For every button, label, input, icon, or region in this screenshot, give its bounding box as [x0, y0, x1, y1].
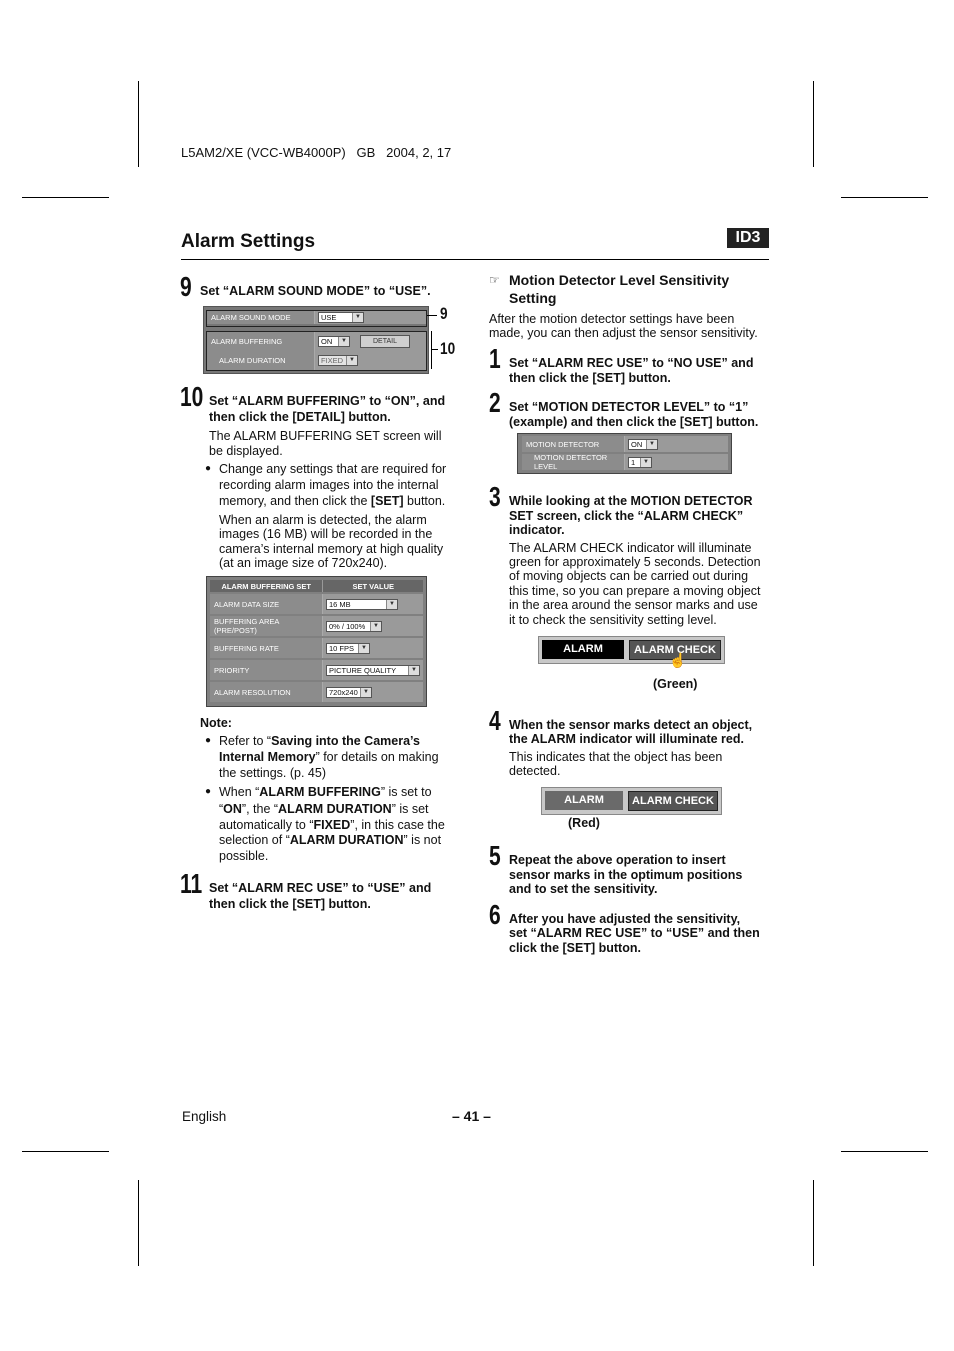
- row-label: ALARM DATA SIZE: [210, 594, 323, 614]
- step-number-9: 9: [180, 271, 192, 302]
- footer-language: English: [182, 1109, 227, 1124]
- step-11-text-line1: Set “ALARM REC USE” to “USE” and: [209, 881, 432, 895]
- alarm-indicator: ALARM: [542, 640, 624, 659]
- row-value-cell: [315, 332, 426, 351]
- step-5-text-line1: Repeat the above operation to insert: [509, 853, 726, 867]
- step-10-body: be displayed.: [209, 444, 283, 458]
- step-1-text-line1: Set “ALARM REC USE” to “NO USE” and: [509, 356, 754, 370]
- row-label: ALARM RESOLUTION: [210, 682, 323, 702]
- step-3-body: of moving objects can be carried out during: [509, 569, 749, 583]
- crop-mark: [841, 1151, 928, 1152]
- select-value: ON: [321, 337, 333, 346]
- row-value-cell: [625, 436, 728, 452]
- note-bullet: [219, 784, 432, 800]
- pointing-hand-icon: ☞: [489, 273, 500, 287]
- callout-line: [427, 315, 437, 316]
- motion-detector-level-select[interactable]: [628, 457, 652, 468]
- bullet-line: [219, 494, 445, 509]
- header-label: ALARM BUFFERING SET: [210, 580, 323, 592]
- table-header: [210, 580, 423, 592]
- row-label: PRIORITY: [210, 660, 323, 680]
- crop-mark: [813, 1180, 814, 1266]
- row-value-cell: [323, 682, 423, 702]
- step-number-4: 4: [489, 705, 501, 736]
- detail-button[interactable]: DETAIL: [360, 335, 410, 348]
- row-value-cell: [323, 594, 423, 614]
- panel-row-sound: [206, 310, 427, 327]
- step-1-text-line2: then click the [SET] button.: [509, 371, 671, 385]
- text: ” is set to: [380, 785, 432, 799]
- table-row: [210, 594, 423, 614]
- note-line: possible.: [219, 849, 269, 863]
- text: ON: [223, 802, 242, 816]
- step-number-3: 3: [489, 481, 501, 512]
- text: automatically to “: [219, 818, 314, 832]
- red-caption: (Red): [568, 816, 600, 830]
- alarm-settings-panel: [203, 306, 429, 374]
- step-number-2: 2: [489, 387, 501, 418]
- row-value-cell: [323, 660, 423, 680]
- row-value-cell: [315, 351, 426, 370]
- row-label: ALARM SOUND MODE: [207, 311, 315, 324]
- panel-row-duration: [207, 351, 426, 370]
- bullet-line: ● Change any settings that are required for: [219, 462, 447, 476]
- section-title-line1: Motion Detector Level Sensitivity: [509, 272, 730, 288]
- text: When “: [219, 785, 260, 799]
- step-9-text: Set “ALARM SOUND MODE” to “USE”.: [200, 284, 431, 298]
- row-value-cell: [323, 638, 423, 658]
- row-value-cell: [625, 454, 728, 470]
- chevron-down-icon: ▼: [386, 600, 397, 609]
- select-value: FIXED: [321, 356, 344, 365]
- step-3-body: it to check the sensitivity setting level.: [509, 613, 717, 627]
- text: ”, the “: [241, 802, 279, 816]
- step-6-text-line3: click the [SET] button.: [509, 941, 641, 955]
- callout-line: [431, 349, 438, 350]
- note-line: [219, 833, 441, 848]
- select-value: ON: [631, 439, 643, 449]
- text: Saving into the Camera’s: [271, 734, 420, 748]
- callout-bracket: [427, 331, 432, 369]
- intro-line: made, you can then adjust the sensor sensitivity.: [489, 326, 758, 340]
- callout-10: 10: [440, 339, 456, 358]
- step-6-text-line1: After you have adjusted the sensitivity,: [509, 912, 741, 926]
- priority-select[interactable]: [326, 665, 420, 676]
- select-value: 720x240: [329, 687, 358, 697]
- text: FIXED: [313, 818, 351, 832]
- crop-mark: [22, 1151, 109, 1152]
- step-2-text-line2: (example) and then click the [SET] button.: [509, 415, 759, 429]
- step-3-text-line2: SET screen, click the “ALARM CHECK”: [509, 509, 744, 523]
- text: Internal Memory: [219, 750, 316, 764]
- text: Refer to “: [219, 734, 272, 748]
- paragraph-line: camera’s internal memory at high quality: [219, 542, 444, 556]
- row-label: MOTION DETECTOR LEVEL: [522, 454, 625, 470]
- step-number-1: 1: [489, 343, 501, 374]
- alarm-indicator: ALARM: [545, 791, 623, 810]
- chevron-down-icon: ▼: [360, 688, 371, 697]
- crop-mark: [841, 197, 928, 198]
- paragraph-line: When an alarm is detected, the alarm: [219, 513, 427, 527]
- crop-mark: [22, 197, 109, 198]
- table-row: [210, 638, 423, 658]
- alarm-data-size-select[interactable]: [326, 599, 398, 610]
- chevron-down-icon: ▼: [358, 644, 369, 653]
- note-line: [219, 818, 445, 833]
- alarm-check-button[interactable]: ALARM CHECK: [629, 640, 721, 660]
- table-row: [210, 660, 423, 680]
- panel-row-group: [206, 331, 427, 371]
- step-number-10: 10: [180, 381, 204, 412]
- step-4-text-line2: the ALARM indicator will illuminate red.: [509, 732, 744, 746]
- step-4-text-line1: When the sensor marks detect an object,: [509, 718, 753, 732]
- text: ALARM BUFFERING: [259, 785, 381, 799]
- bullet-line: recording alarm images into the internal: [219, 478, 439, 492]
- text: button.: [403, 494, 446, 508]
- buffering-area-select[interactable]: [326, 621, 382, 632]
- crop-mark: [138, 1180, 139, 1266]
- chevron-down-icon: ▼: [370, 622, 381, 631]
- step-2-text-line1: Set “MOTION DETECTOR LEVEL” to “1”: [509, 400, 749, 414]
- text: memory, and then click the: [219, 494, 371, 508]
- intro-line: After the motion detector settings have been: [489, 312, 735, 326]
- row-label: BUFFERING RATE: [210, 638, 323, 658]
- step-3-body: green for approximately 5 seconds. Detection: [509, 555, 761, 569]
- chevron-down-icon: ▼: [352, 313, 363, 322]
- alarm-sound-mode-select[interactable]: [318, 312, 364, 323]
- table-row: [210, 616, 423, 636]
- step-3-text-line3: indicator.: [509, 523, 565, 537]
- step-10-text-line2: then click the [DETAIL] button.: [209, 410, 391, 424]
- step-4-body: detected.: [509, 764, 561, 778]
- note-line: [219, 750, 439, 765]
- panel-row-buffering: [207, 332, 426, 351]
- text: ”, in this case the: [350, 818, 445, 832]
- table-row: [522, 454, 728, 470]
- table-row: [522, 436, 728, 452]
- chevron-down-icon: ▼: [408, 666, 419, 675]
- note-bullet: [219, 733, 420, 749]
- step-6-text-line2: set “ALARM REC USE” to “USE” and then: [509, 926, 760, 940]
- step-3-body: this time, so you can prepare a moving object: [509, 584, 761, 598]
- step-11-text-line2: then click the [SET] button.: [209, 897, 371, 911]
- row-value-cell: [323, 616, 423, 636]
- step-5-text-line2: sensor marks in the optimum positions: [509, 868, 743, 882]
- document-info: L5AM2/XE (VCC-WB4000P) GB 2004, 2, 17: [181, 145, 452, 160]
- alarm-indicator-panel-red: [541, 787, 722, 815]
- buffering-rate-select[interactable]: [326, 643, 370, 654]
- text: ALARM DURATION: [278, 802, 392, 816]
- text: [SET]: [370, 494, 404, 508]
- alarm-check-button[interactable]: ALARM CHECK: [628, 791, 718, 811]
- crop-mark: [813, 81, 814, 167]
- text: ” is set: [391, 802, 429, 816]
- alarm-resolution-select[interactable]: [326, 687, 372, 698]
- text: ” is not: [403, 833, 442, 847]
- chevron-down-icon: ▼: [338, 337, 349, 346]
- crop-mark: [138, 81, 139, 167]
- header-rule: [181, 259, 769, 260]
- section-title-line2: Setting: [509, 290, 557, 306]
- row-label: MOTION DETECTOR: [522, 436, 625, 452]
- step-3-body: in the area around the sensor marks and use: [509, 598, 758, 612]
- select-value: 1: [631, 457, 636, 467]
- step-10-text-line1: Set “ALARM BUFFERING” to “ON”, and: [209, 394, 446, 408]
- row-label: BUFFERING AREA (PRE/POST): [210, 616, 323, 636]
- header-value: SET VALUE: [323, 580, 423, 592]
- chevron-down-icon: ▼: [640, 458, 651, 467]
- paragraph-line: images (16 MB) will be recorded in the: [219, 527, 433, 541]
- row-label: ALARM DURATION: [207, 351, 315, 370]
- step-5-text-line3: and to set the sensitivity.: [509, 882, 658, 896]
- alarm-buffering-select[interactable]: [318, 336, 350, 347]
- page-number: – 41 –: [452, 1108, 491, 1124]
- step-3-text-line1: While looking at the MOTION DETECTOR: [509, 494, 753, 508]
- step-4-body: This indicates that the object has been: [509, 750, 723, 764]
- note-title: Note:: [200, 716, 232, 730]
- step-number-6: 6: [489, 899, 501, 930]
- note-line: the settings. (p. 45): [219, 766, 327, 780]
- row-value-cell: [315, 311, 426, 324]
- alarm-buffering-set-table: [206, 576, 427, 707]
- select-value: 10 FPS: [329, 643, 355, 653]
- hand-cursor-icon: ☝: [669, 652, 687, 668]
- callout-9: 9: [440, 304, 448, 323]
- text: “: [219, 802, 224, 816]
- page-title: Alarm Settings: [181, 231, 316, 252]
- step-number-11: 11: [180, 868, 203, 899]
- section-badge: ID3: [727, 228, 769, 248]
- text: ” for details on making: [315, 750, 439, 764]
- step-10-bullet: [219, 461, 446, 477]
- step-3-body: The ALARM CHECK indicator will illuminate: [509, 541, 752, 555]
- select-value: 16 MB: [329, 599, 351, 609]
- chevron-down-icon: ▼: [346, 356, 357, 365]
- alarm-duration-select[interactable]: [318, 355, 358, 366]
- row-label: ALARM BUFFERING: [207, 332, 315, 351]
- text: selection of “: [219, 833, 290, 847]
- alarm-indicator-panel-green: [538, 636, 725, 668]
- paragraph-line: (at an image size of 720x240).: [219, 556, 388, 570]
- motion-detector-select[interactable]: [628, 439, 658, 450]
- step-10-body: The ALARM BUFFERING SET screen will: [209, 429, 442, 443]
- text: ALARM DURATION: [289, 833, 404, 847]
- step-number-5: 5: [489, 840, 501, 871]
- table-row: [210, 682, 423, 702]
- note-line: [219, 802, 429, 817]
- select-value: USE: [321, 313, 337, 322]
- green-caption: (Green): [653, 677, 698, 691]
- motion-detector-panel: [517, 433, 732, 474]
- chevron-down-icon: ▼: [646, 440, 657, 449]
- select-value: PICTURE QUALITY: [329, 665, 397, 675]
- select-value: 0% / 100%: [329, 621, 366, 631]
